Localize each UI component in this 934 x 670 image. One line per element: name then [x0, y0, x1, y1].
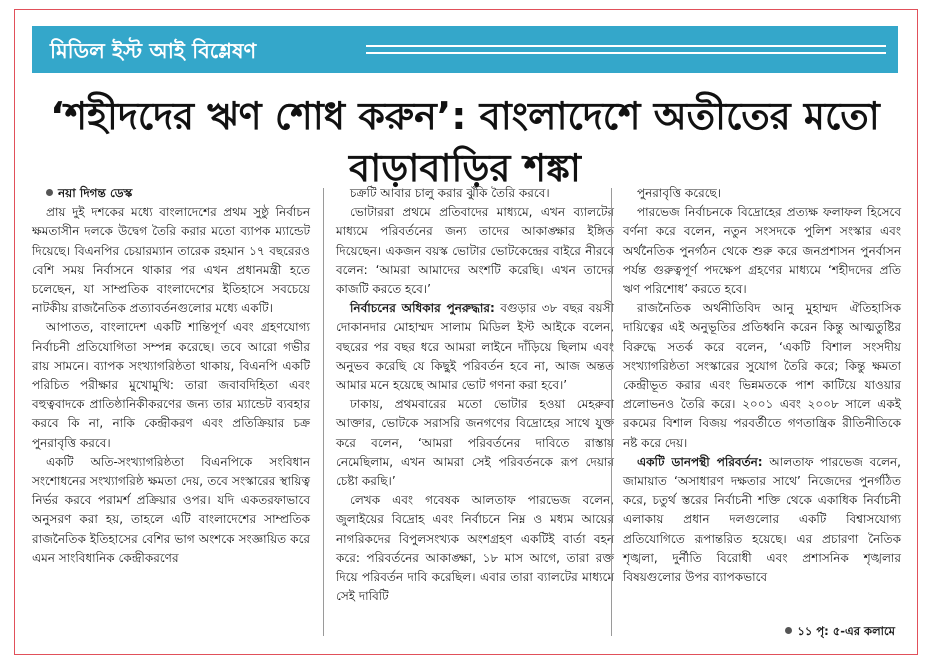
column-divider — [323, 188, 324, 636]
continuation-note — [785, 623, 895, 642]
section-banner — [32, 26, 898, 73]
paragraph — [336, 299, 614, 395]
subheading: নির্বাচনের অধিকার পুনরুদ্ধার: — [350, 301, 495, 316]
bullet-icon — [785, 627, 792, 634]
subheading: একটি ডানপন্থী পরিবর্তন: — [637, 454, 763, 469]
column-divider — [611, 188, 612, 636]
paragraph-text: বগুড়ার ৩৮ বছর বয়সী দোকানদার মোহাম্মদ সালাম মিডিল ইস্ট আইকে বলেন, বছরের পর বছর ধরে আমরা লাইনে দাঁড়িয়ে ছিলাম এবং অনুভব করেছি যে কিছুই পরিবর্তন হবে না, আজ অন্তত আমার মনে হয়েছে আমার ভোট গণনা করা হবে।’ — [336, 301, 614, 393]
article-frame — [14, 9, 918, 655]
bullet-icon — [46, 189, 53, 196]
paragraph: ভোটাররা প্রথমে প্রতিবাদের মাধ্যমে, এখন ব্যালটের মাধ্যমে পরিবর্তনের জন্য তাদের আকাঙ্ক্ষার ইঙ্গিত দিয়েছেন। একজন বয়স্ক ভোটার ভোটকেন্দ্রের বাইরে নীরবে বলেন: ‘আমরা আমাদের অংশটি করেছি। এখন তাদের কাজটি করতে হবে।’ — [336, 205, 614, 297]
paragraph: লেখক এবং গবেষক আলতাফ পারভেজ বলেন, জুলাইয়ের বিদ্রোহ এবং নির্বাচনে নিম্ন ও মধ্যম আয়ের নাগরিকদের বিপুলসংখ্যক অংশগ্রহণ একটিই বার্তা বহন করে: পরিবর্তনের আকাঙ্ক্ষা, ১৮ মাস আগে, তারা রক্ত দিয়ে পরিবর্তন দাবি করেছিল। এবার তারা ব্যালটের মাধ্যমে সেই দাবিটি — [336, 493, 614, 604]
paragraph: একটি অতি-সংখ্যাগরিষ্ঠতা বিএনপিকে সংবিধান সংশোধনের সংখ্যাগরিষ্ঠ ক্ষমতা দেয়, তবে সংস্কারের স্থায়িত্ব নির্ভর করবে পরামর্শ প্রক্রিয়ার ওপর। যদি একতরফাভাবে অনুসরণ করা হয়, তাহলে এটি বাংলাদেশের সাম্প্রতিক রাজনৈতিক ইতিহাসের বেশির ভাগ অংশকে সংজ্ঞায়িত করে এমন সাংবিধানিক কেন্দ্রীকরণের — [32, 454, 310, 565]
byline-text: নয়া দিগন্ত ডেস্ক — [58, 186, 133, 200]
paragraph: পুনরাবৃত্তি করেছে। — [637, 186, 722, 200]
paragraph: প্রায় দুই দশকের মধ্যে বাংলাদেশের প্রথম সুষ্ঠু নির্বাচন ক্ষমতাসীন দলকে উদ্বেগ তৈরি করার মতো ব্যাপক ম্যান্ডেট দিয়েছে। বিএনপির চেয়ারম্যান তারেক রহমান ১৭ বছরেরও বেশি সময় নির্বাসনে থাকার পর এখন প্রধানমন্ত্রী হতে চলেছেন, যা সাম্প্রতিক বাংলাদেশের ইতিহাসে সবচেয়ে নাটকীয় রাজনৈতিক প্রত্যাবর্তনগুলোর মধ্যে একটি। — [32, 205, 310, 316]
paragraph: ঢাকায়, প্রথমবারের মতো ভোটার হওয়া মেহরুবা আক্তার, ভোটকে সরাসরি জনগণের বিদ্রোহের সাথে যুক্ত করে বলেন, ‘আমরা পরিবর্তনের দাবিতে রাস্তায় নেমেছিলাম, এখন আমরা সেই পরিবর্তনকে রূপ দেয়ার চেষ্টা করছি।’ — [336, 397, 614, 489]
paragraph: পারভেজ নির্বাচনকে বিদ্রোহের প্রত্যক্ষ ফলাফল হিসেবে বর্ণনা করে বলেন, নতুন সংসদকে পুলিশ সংস্কার এবং অর্থনৈতিক পুনর্গঠন থেকে শুরু করে জনপ্রশাসন পুনর্বাসন পর্যন্ত গুরুত্বপূর্ণ পদক্ষেপ গ্রহণের মাধ্যমে ‘শহীদদের প্রতি ঋণ পরিশোধ’ করতে হবে। — [623, 205, 901, 297]
paragraph-text: আলতাফ পারভেজ বলেন, জামায়াত ‘অসাধারণ দক্ষতার সাথে’ নিজেদের পুনর্গঠিত করে, চতুর্থ স্তরের নির্বাচনী শক্তি থেকে একাধিক নির্বাচনী এলাকায় প্রধান দলগুলোর একটি বিশ্বাসযোগ্য প্রতিযোগিতে রূপান্তরিত হয়েছে। এর প্রচারণা নৈতিক শৃঙ্খলা, দুর্নীতি বিরোধী এবং প্রশাসনিক শৃঙ্খলার বিষয়গুলোর উপর ব্যাপকভাবে — [623, 454, 901, 585]
headline: ‘শহীদদের ঋণ শোধ করুন’: বাংলাদেশে অতীতের মতো বাড়াবাড়ির শঙ্কা — [50, 94, 880, 190]
continuation-text: ১১ পৃ: ৫-এর কলামে — [797, 624, 895, 638]
section-title: মিডিল ইস্ট আই বিশ্লেষণ — [50, 39, 257, 63]
article-column-3 — [623, 184, 901, 587]
article-column-1 — [32, 184, 310, 568]
paragraph: আপাতত, বাংলাদেশ একটি শান্তিপূর্ণ এবং গ্রহণযোগ্য নির্বাচনী প্রতিযোগিতা সম্পন্ন করেছে। তবে আরো গভীর রায় সামনে। ব্যাপক সংখ্যাগরিষ্ঠতা থাকায়, বিএনপি একটি পরিচিত পরীক্ষার মুখোমুখি: তারা জবাবদিহিতা এবং বহুত্ববাদকে প্রাতিষ্ঠানিকীকরণের জন্য তার ম্যান্ডেট ব্যবহার করবে কি না, নাকি কেন্দ্রীকরণ এবং প্রতিক্রিয়ার চক্র পুনরাবৃত্তি করবে। — [32, 320, 310, 450]
paragraph — [623, 453, 901, 587]
paragraph: চক্রটি আবার চালু করার ঝুঁকি তৈরি করবে। — [350, 186, 550, 200]
banner-decorative-lines — [366, 45, 886, 54]
byline — [32, 184, 310, 203]
paragraph: রাজনৈতিক অর্থনীতিবিদ আনু মুহাম্মদ ঐতিহাসিক দায়িত্বের এই অনুভূতির প্রতিধ্বনি করেন কিন্তু আত্মতুষ্টির বিরুদ্ধে সতর্ক করে বলেন, ‘একটি বিশাল সংসদীয় সংখ্যাগরিষ্ঠতা সংস্কারের সুযোগ তৈরি করে; কিন্তু ক্ষমতা কেন্দ্রীভূত করার এবং ভিন্নমতকে পাশ কাটিয়ে যাওয়ার প্রলোভনও তৈরি করে। ২০০১ এবং ২০০৮ সালে একই রকমের বিশাল বিজয় পরবর্তীতে গণতান্ত্রিক রীতিনীতিকে নষ্ট করে দেয়। — [623, 301, 901, 450]
article-column-2 — [336, 184, 614, 606]
